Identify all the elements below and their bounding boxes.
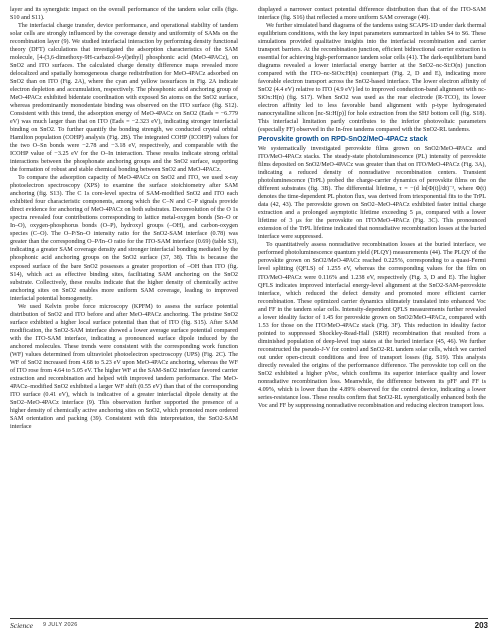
paragraph: layer and its synergistic impact on the overall performance of the tandem solar cells (figs. S10 and S11).: [10, 7, 238, 22]
left-column: [10, 6, 238, 431]
paragraph: We further simulated band diagrams of the tandems using SCAPS-1D under dark thermal equilibrium conditions, with the key input parameters summarized in tables S4 to S6. These simulations provided qualitative insights into the interfacial recombination and carrier transport barriers. At the recombination junction, efficient bidirectional carrier extraction is essential for achieving high-performance tandem solar cells (41). The dark-equilibrium band diagrams revealed a lower interfacial energy barrier at the SnO2–nc-Si:O(n) junction compared with the ITO–nc-SiOx:H(n) counterpart (Fig. 2, D and E), indicating more favorable electron transport across the SnO2-based interface. The lower electron affinity of SnO2 (4.4 eV) relative to ITO (4.9 eV) led to improved conduction-band alignment with nc-SiOx:H(n) (fig. S17). When SnO2 was used as the rear electrode (R-TCO), its lower electron affinity led to less favorable band alignment with p-type hydrogenated nanocrystalline silicon [nc-Si:H(p)] for hole extraction from the SHJ bottom cell (fig. S18). This interfacial limitation partly contributes to the inferior photovoltaic parameters (especially FF) observed in the In-free tandems compared with the SnO2-RL tandems.: [258, 23, 486, 134]
paragraph: To quantitatively assess nonradiative recombination losses at the buried interface, we performed photoluminescence quantum yield (PLQY) measurements (44). The PLQY of the perovskite grown on SnO2/MeO-4PACz reached 0.225%, corresponding to a quasi-Fermi level splitting (QFLS) of 1.255 eV, whereas the corresponding values for the film on ITO/MeO-4PACz were 0.116% and 1.238 eV, respectively (Fig. 3, D and E). The higher QFLS indicates improved interfacial energy-level alignment at the SnO2-SAM-perovskite interface, which reduced the defect density and promoted more efficient carrier recombination. These optimized carrier dynamics ultimately translated into enhanced Voc and FF in the tandem solar cells. Intensity-dependent QFLS measurements further revealed a lower ideality factor of 1.45 for perovskite grown on SnO2/MeO-4PACz, compared with 1.53 for those on the ITO/MeO-4PACz stack (Fig. 3F). This reduction in ideality factor pointed to suppressed Shockley-Read-Hall (SRH) recombination that resulted from a diminished population of deep-level trap states at the buried interface (45, 46). We further reconstructed the pseudo-J-V for control and SnO2-RL tandem solar cells, which we carried out under open-circuit conditions and free of transport losses (fig. S19). This analysis directly revealed the origins of the performance difference. The perovskite top cell on the SnO2 exhibited a higher pVoc, which confirms its superior interface quality and lower nonradiative recombination loss. Meanwhile, the difference between its pFF and FF is 4.09%, which is lower than the 4.89% observed for the control device, indicating a lower series-resistance loss. These results confirm that SnO2-RL synergistically enhanced both the Voc and FF by suppressing nonradiative recombination and reducing electron transport loss.: [258, 242, 486, 409]
paragraph: We used Kelvin probe force microscopy (KPFM) to assess the surface potential distribution of SnO2 and ITO before and after MeO-4PACz anchoring. The pristine SnO2 surface exhibited a higher local surface potential than that of ITO (fig. S15). After SAM modification, the SnO2-SAM interface showed a lower average surface potential compared with the ITO-SAM interface, indicating a pronounced surface dipole induced by the anchored molecules. These trends were consistent with the corresponding work function (WF) values determined from ultraviolet photoelectron spectroscopy (UPS) (Fig. 2C). The WF of SnO2 increased from 4.68 to 5.23 eV upon MeO-4PACz anchoring, whereas the WF of ITO rose from 4.64 to 5.05 eV. The higher WF at the SAM-SnO2 interface favored carrier extraction and recombination and helped with improved tandem performance. The MeO-4PACz–modified SnO2 exhibited a larger WF shift (0.55 eV) than that of the corresponding ITO surface (0.41 eV), which is indicative of a greater interfacial dipole density at the SnO2–MeO-4PACz interface (9). This observation further supported the presence of a higher density of chemically active anchoring sites on SnO2, which promoted more ordered SAM orientation and packing (39). Consistent with this interpretation, the SnO2-SAM interface: [10, 303, 238, 430]
paragraph: The interfacial charge transfer, device performance, and operational stability of tandem solar cells are strongly influenced by the coverage density and uniformity of SAMs on the recombination layer (9). We studied interfacial interaction by performing density functional theory (DFT) calculations that investigated the adsorption characteristics of the SAM molecule, [4-(3,6-dimethoxy-9H-carbazol-9-yl)ethyl] phosphonic acid (MeO-4PACz), on SnO2 and ITO surfaces. The calculated charge density difference maps revealed more delocalized and spatially homogeneous charge redistribution for MeO-4PACz adsorbed on SnO2 than on ITO (Fig. 2A), where the cyan and yellow isosurfaces in Fig. 2A indicate electron depletion and accumulation, respectively. The phosphonic acid anchoring group of MeO-4PACz exhibited bidentate coordination with exposed Sn atoms on the SnO2 surface, whereas predominantly monodentate binding was observed on the ITO surface (fig. S12). Consistent with this trend, the adsorption energy of MeO-4PACz on SnO2 (Eads = −6.779 eV) was much larger than that on ITO (Eads = −2.323 eV), indicating stronger interfacial binding on SnO2. To further quantify the bonding strength, we conducted crystal orbital Hamilton population (COHP) analysis (Fig. 2B). The integrated COHP (ICOHP) values for the two O–Sn bonds were −2.78 and −3.18 eV, respectively, and comparable with the ICOHP value of −3.25 eV for the O–In interaction. These results indicate strong orbital interactions between the phosphonate anchoring groups and the SnO2 surface, supporting the formation of robust and stable chemical bonding between SnO2 and MeO-4PACz.: [10, 23, 238, 174]
paragraph: To compare the adsorption capacity of MeO-4PACz on SnO2 and ITO, we used x-ray photoelectron spectroscopy (XPS) to examine the surface stoichiometry after SAM anchoring (fig. S13). The C 1s core-level spectra of SAM-modified SnO2 and ITO each exhibited four characteristic components, among which the C–N and C–P signals provide direct evidence for anchoring of MeO-4PACz on both substrates. Deconvolution of the O 1s spectra revealed four contributions corresponding to lattice metal-oxygen bonds (Sn–O or In–O), oxygen-phosphorus bonds (O–P), hydroxyl groups (–OH), and carbon-oxygen species (C–O). The O–P/Sn–O intensity ratio for the SnO2-SAM interface (0.78) was greater than the corresponding O–P/In–O ratio for the ITO-SAM interface (0.69) (table S3), indicating a greater SAM coverage density and stronger interfacial bonding mediated by the phosphonic acid anchoring groups on the SnO2 surface (37, 38). This is because the exposed surface of the bare SnO2 possesses a greater proportion of –OH than ITO (fig. S14), which act as effective binding sites, facilitating SAM anchoring on the SnO2 substrate. Collectively, these results indicate that the higher density of chemically active anchoring sites on SnO2 enables more uniform SAM coverage, leading to improved interfacial potential homogeneity.: [10, 175, 238, 302]
page-footer: [10, 618, 488, 633]
section-heading: Perovskite growth on RPD-SnO2/MeO-4PACz stack: [258, 136, 428, 144]
right-column: [258, 6, 486, 410]
issue-date: 9 JULY 2026: [43, 622, 78, 629]
paragraph: We systematically investigated perovskite films grown on SnO2/MeO-4PACz and ITO/MeO-4PACz stacks. The steady-state photoluminescence (PL) intensity of perovskite films deposited on SnO2/MeO-4PACz was greater than that on ITO/MeO-4PACz (Fig. 3A), indicating a reduced density of nonradiative recombination centers. Transient photoluminescence (TrPL) probed the charge-carrier dynamics of perovskite films on the different substrates (fig. 3B). The differential lifetime, τ = −(d ln[Φ(t)]/dt)⁻¹, where Φ(t) denotes the time-dependent PL photon flux, was derived from triexponential fits to the TrPL data (42, 43). The perovskite grown on SnO2–MeO-4PACz exhibited faster initial charge extraction and a prolonged asymptotic lifetime exceeding 5 μs, compared with a lower lifetime of 3 μs for the perovskite on ITO/MeO-4PACz (Fig. 3C). This pronounced extension of the TrPL lifetime indicated that nonradiative recombination losses at the buried interface were suppressed.: [258, 146, 486, 241]
journal-name: Science: [10, 621, 33, 630]
paragraph: displayed a narrower contact potential difference distribution than that of the ITO-SAM interface (fig. S16) that reflected a more uniform SAM coverage (40).: [258, 7, 486, 22]
page-number: 203: [474, 620, 488, 630]
